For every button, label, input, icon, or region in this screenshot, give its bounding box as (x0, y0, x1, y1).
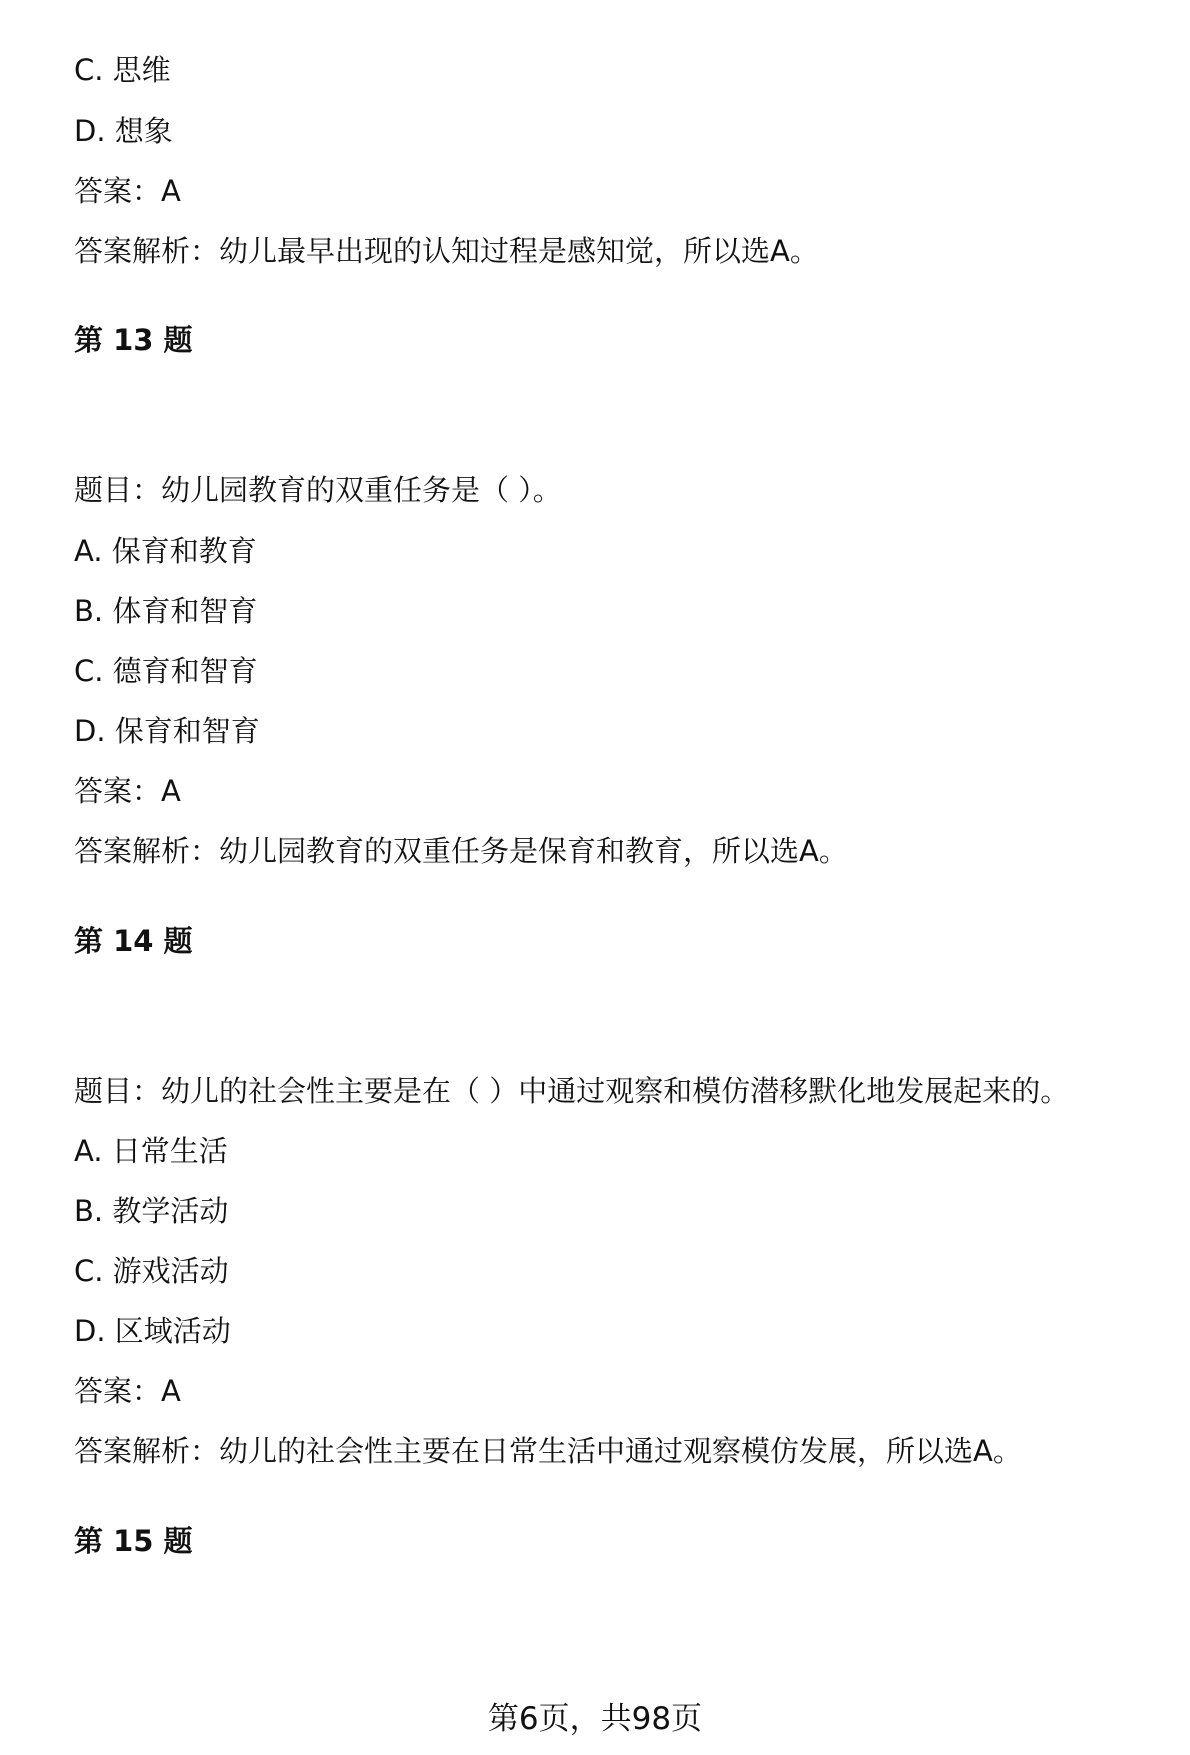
q13-answer: 答案：A (74, 774, 181, 808)
q12-analysis: 答案解析：幼儿最早出现的认知过程是感知觉，所以选A。 (74, 234, 819, 268)
q12-option-c: C. 思维 (74, 53, 171, 87)
q14-heading: 第 14 题 (74, 924, 193, 958)
q13-option-a: A. 保育和教育 (74, 534, 257, 568)
q14-option-b: B. 教学活动 (74, 1194, 229, 1228)
q13-option-d: D. 保育和智育 (74, 714, 260, 748)
q13-question: 题目：幼儿园教育的双重任务是（ ）。 (74, 473, 562, 507)
q14-analysis: 答案解析：幼儿的社会性主要在日常生活中通过观察模仿发展，所以选A。 (74, 1434, 1022, 1468)
q12-answer: 答案：A (74, 174, 181, 208)
q13-heading: 第 13 题 (74, 323, 193, 357)
q13-option-b: B. 体育和智育 (74, 594, 258, 628)
q14-option-d: D. 区域活动 (74, 1314, 231, 1348)
q13-option-c: C. 德育和智育 (74, 654, 258, 688)
q14-option-a: A. 日常生活 (74, 1134, 228, 1168)
q14-option-c: C. 游戏活动 (74, 1254, 229, 1288)
page-footer: 第6页，共98页 (487, 1701, 703, 1737)
q13-analysis: 答案解析：幼儿园教育的双重任务是保育和教育，所以选A。 (74, 834, 848, 868)
q14-answer: 答案：A (74, 1374, 181, 1408)
q14-question: 题目：幼儿的社会性主要是在（ ）中通过观察和模仿潜移默化地发展起来的。 (74, 1074, 1070, 1108)
q12-option-d: D. 想象 (74, 114, 173, 148)
q15-heading: 第 15 题 (74, 1524, 193, 1558)
